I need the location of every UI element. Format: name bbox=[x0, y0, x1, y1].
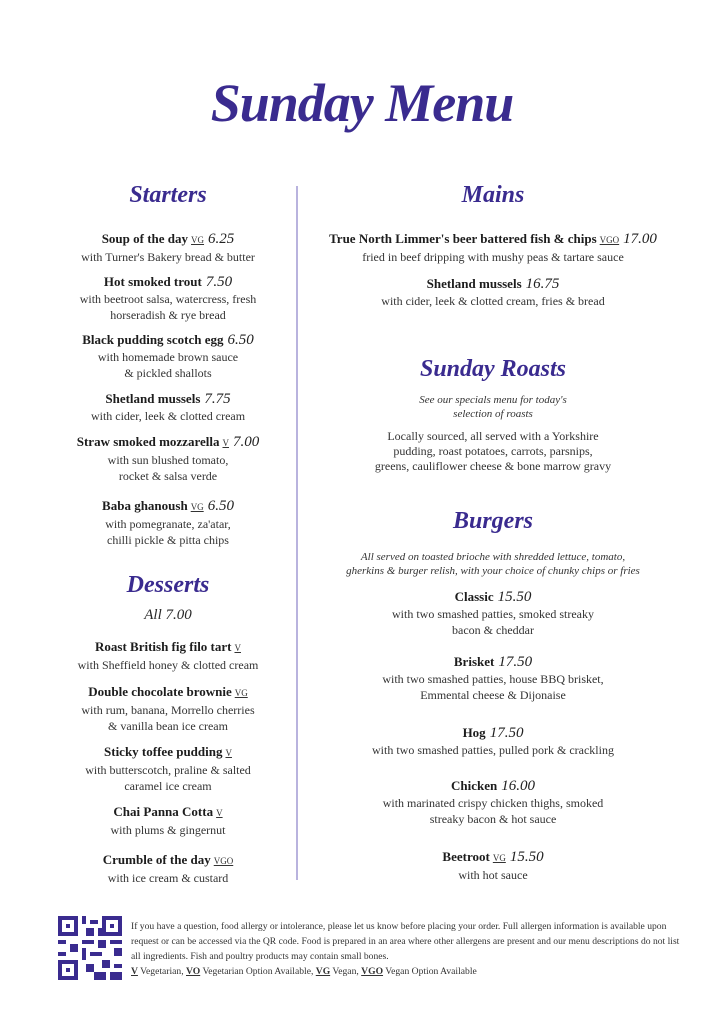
dietary-tag: VGO bbox=[213, 856, 234, 866]
item-description: with cider, leek & clotted cream, fries & bread bbox=[381, 293, 605, 308]
item-title-line bbox=[328, 231, 658, 249]
item-name: Sticky toffee pudding bbox=[104, 744, 223, 759]
item-description: & vanilla bean ice cream bbox=[108, 719, 228, 733]
burgers-item bbox=[328, 589, 658, 639]
starters-item bbox=[3, 274, 333, 324]
item-name: Shetland mussels bbox=[426, 276, 522, 291]
dietary-tag: VG bbox=[234, 688, 248, 698]
item-description: with beetroot salsa, watercress, fresh bbox=[79, 291, 257, 306]
item-description: with two smashed patties, pulled pork & crackling bbox=[372, 742, 614, 757]
mains-heading: Mains bbox=[461, 182, 525, 208]
item-title-line bbox=[3, 332, 333, 349]
burgers-heading: Burgers bbox=[452, 508, 534, 534]
item-description: fried in beef dripping with mushy peas & tartare sauce bbox=[362, 249, 624, 264]
item-description: with rum, banana, Morrello cherries bbox=[81, 702, 255, 717]
dietary-tag: VG bbox=[190, 502, 204, 512]
item-description: with homemade brown sauce bbox=[97, 349, 239, 364]
item-price: 16.00 bbox=[501, 778, 535, 794]
item-title-line bbox=[3, 852, 333, 870]
item-description: with butterscotch, praline & salted bbox=[85, 762, 251, 777]
item-name: Straw smoked mozzarella bbox=[76, 434, 220, 449]
item-name: Baba ghanoush bbox=[102, 498, 188, 513]
item-price: 17.50 bbox=[498, 654, 533, 670]
dietary-tag: V bbox=[234, 643, 241, 653]
dietary-tag: V bbox=[222, 438, 229, 448]
starters-item bbox=[3, 332, 333, 382]
burgers-item bbox=[328, 849, 658, 883]
item-name: Roast British fig filo tart bbox=[95, 639, 232, 654]
desserts-item bbox=[3, 744, 333, 795]
starters-heading: Starters bbox=[129, 182, 207, 208]
dietary-tag: V bbox=[225, 748, 232, 758]
qr-code[interactable] bbox=[58, 916, 122, 980]
item-name: Black pudding scotch egg bbox=[82, 332, 224, 347]
item-price: 6.25 bbox=[208, 231, 235, 247]
item-description: Emmental cheese & Dijonaise bbox=[420, 688, 566, 702]
item-description: with sun blushed tomato, bbox=[107, 452, 229, 467]
item-name: Double chocolate brownie bbox=[88, 684, 232, 699]
starters-item bbox=[3, 231, 333, 265]
legend-label: Vegan Option Available bbox=[385, 966, 477, 977]
note-line: See our specials menu for today's bbox=[419, 394, 567, 406]
dietary-tag: VG bbox=[492, 853, 506, 863]
allergen-notice: If you have a question, food allergy or intolerance, please let us know before placing your order. Full allergen information is available upon request or can be accessed via the QR code. Food is prepared in an area where other allergens are present and our menu descriptions do not list all ingredients. Fish and poultry products may contain small bones. bbox=[131, 921, 680, 962]
item-title-line bbox=[3, 434, 333, 452]
dietary-tag: VGO bbox=[599, 235, 620, 245]
starters-item bbox=[3, 434, 333, 485]
all-price: All 7.00 bbox=[144, 607, 192, 623]
menu-title: Sunday Menu bbox=[210, 73, 514, 133]
item-price: 16.75 bbox=[525, 276, 560, 292]
item-title-line bbox=[328, 849, 658, 867]
desserts-item bbox=[3, 684, 333, 735]
item-price: 7.50 bbox=[205, 274, 233, 290]
allergen-footer bbox=[131, 919, 691, 979]
item-price: 17.00 bbox=[623, 231, 657, 247]
item-description: & pickled shallots bbox=[124, 366, 212, 380]
burgers-note bbox=[328, 550, 658, 578]
item-price: 7.75 bbox=[204, 391, 231, 407]
sunday-roasts-heading: Sunday Roasts bbox=[419, 356, 567, 382]
mains-item bbox=[328, 231, 658, 265]
item-price: 15.50 bbox=[509, 849, 544, 865]
desc-line: greens, cauliflower cheese & bone marrow gravy bbox=[374, 459, 612, 473]
burgers-item bbox=[328, 778, 658, 828]
item-price: 6.50 bbox=[227, 332, 254, 348]
legend-code: V bbox=[131, 966, 138, 977]
item-price: 7.00 bbox=[232, 434, 260, 450]
item-title-line bbox=[3, 744, 333, 762]
item-title-line bbox=[3, 498, 333, 516]
legend-code: VGO bbox=[361, 966, 384, 977]
item-description: chilli pickle & pitta chips bbox=[107, 533, 229, 547]
item-title-line bbox=[328, 654, 658, 671]
roasts-description bbox=[328, 429, 658, 474]
note-line: gherkins & burger relish, with your choice of chunky chips or fries bbox=[346, 565, 640, 577]
note-line: All served on toasted brioche with shredded lettuce, tomato, bbox=[360, 551, 626, 563]
item-name: Chicken bbox=[451, 778, 498, 793]
item-description: with hot sauce bbox=[458, 867, 528, 882]
item-title-line bbox=[328, 276, 658, 293]
legend-label: Vegetarian Option Available, bbox=[202, 966, 314, 977]
desc-line: pudding, roast potatoes, carrots, parsnips, bbox=[393, 444, 593, 458]
item-description: with Sheffield honey & clotted cream bbox=[77, 657, 259, 672]
item-title-line bbox=[3, 391, 333, 408]
desserts-item bbox=[3, 639, 333, 673]
item-description: with marinated crispy chicken thighs, smoked bbox=[382, 795, 604, 810]
item-title-line bbox=[3, 804, 333, 822]
item-name: Classic bbox=[454, 589, 494, 604]
item-name: Shetland mussels bbox=[105, 391, 201, 406]
note-line: selection of roasts bbox=[453, 408, 533, 420]
item-description: bacon & cheddar bbox=[452, 623, 534, 637]
item-description: with Turner's Bakery bread & butter bbox=[81, 249, 255, 264]
item-description: with ice cream & custard bbox=[107, 870, 229, 885]
item-description: with pomegranate, za'atar, bbox=[105, 516, 231, 531]
desserts-heading: Desserts bbox=[126, 572, 210, 598]
item-description: horseradish & rye bread bbox=[110, 308, 226, 322]
item-name: Beetroot bbox=[442, 849, 490, 864]
dietary-tag: V bbox=[216, 808, 223, 818]
dietary-tag: VG bbox=[191, 235, 205, 245]
desserts-item bbox=[3, 804, 333, 838]
dietary-legend bbox=[131, 966, 477, 977]
legend-code: VG bbox=[315, 966, 331, 977]
desserts-all-price bbox=[3, 607, 333, 624]
item-name: Hog bbox=[462, 725, 486, 740]
starters-item bbox=[3, 498, 333, 549]
item-title-line bbox=[3, 231, 333, 249]
legend-label: Vegetarian, bbox=[140, 966, 184, 977]
item-name: Brisket bbox=[453, 654, 495, 669]
mains-item bbox=[328, 276, 658, 309]
roasts-note bbox=[328, 393, 658, 421]
item-price: 15.50 bbox=[497, 589, 532, 605]
item-name: True North Limmer's beer battered fish & chips bbox=[329, 231, 597, 246]
item-description: streaky bacon & hot sauce bbox=[429, 812, 557, 826]
desserts-item bbox=[3, 852, 333, 886]
item-name: Crumble of the day bbox=[102, 852, 211, 867]
item-title-line bbox=[3, 684, 333, 702]
item-title-line bbox=[3, 639, 333, 657]
legend-code: VO bbox=[186, 966, 201, 977]
item-title-line bbox=[3, 274, 333, 291]
item-description: caramel ice cream bbox=[124, 779, 212, 793]
item-name: Soup of the day bbox=[101, 231, 189, 246]
item-name: Chai Panna Cotta bbox=[113, 804, 214, 819]
desc-line: Locally sourced, all served with a Yorkshire bbox=[387, 429, 599, 443]
item-price: 17.50 bbox=[489, 725, 524, 741]
item-title-line bbox=[328, 778, 658, 795]
starters-item bbox=[3, 391, 333, 424]
item-description: with two smashed patties, house BBQ brisket, bbox=[382, 671, 604, 686]
item-name: Hot smoked trout bbox=[103, 274, 202, 289]
item-price: 6.50 bbox=[207, 498, 234, 514]
item-title-line bbox=[328, 725, 658, 742]
legend-label: Vegan, bbox=[332, 966, 359, 977]
item-description: with cider, leek & clotted cream bbox=[90, 408, 246, 423]
burgers-item bbox=[328, 725, 658, 758]
item-title-line bbox=[328, 589, 658, 606]
item-description: with plums & gingernut bbox=[110, 822, 226, 837]
item-description: with two smashed patties, smoked streaky bbox=[392, 606, 594, 621]
item-description: rocket & salsa verde bbox=[118, 469, 218, 483]
burgers-item bbox=[328, 654, 658, 704]
